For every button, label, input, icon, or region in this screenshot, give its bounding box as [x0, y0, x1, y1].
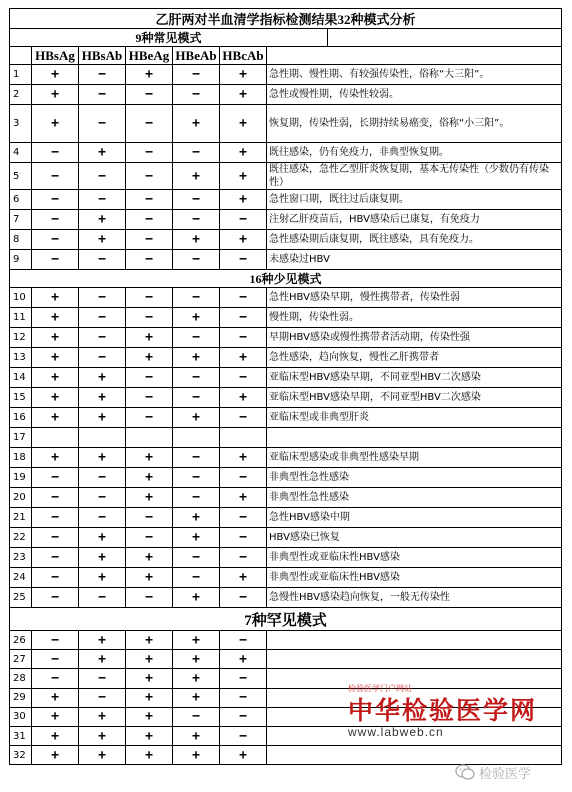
marker-cell: − [32, 548, 79, 568]
pattern-row-3 [10, 105, 562, 143]
marker-cell: + [173, 669, 220, 688]
row-description: 慢性期，传染性弱。 [267, 308, 562, 328]
marker-cell: + [173, 508, 220, 528]
marker-cell: + [126, 65, 173, 85]
marker-cell: + [220, 388, 267, 408]
marker-cell: + [126, 548, 173, 568]
row-description: 非典型性急性感染 [267, 468, 562, 488]
row-number: 3 [10, 105, 32, 143]
marker-cell: + [173, 230, 220, 250]
marker-cell: − [220, 468, 267, 488]
marker-cell: − [79, 163, 126, 190]
marker-cell: − [79, 348, 126, 368]
marker-cell: + [220, 650, 267, 669]
marker-cell: − [173, 65, 220, 85]
marker-cell: + [79, 568, 126, 588]
marker-cell: − [173, 250, 220, 270]
marker-cell: + [79, 548, 126, 568]
marker-cell: − [173, 568, 220, 588]
pattern-row-13 [10, 348, 562, 368]
pattern-row-27 [10, 650, 562, 669]
marker-cell: − [220, 588, 267, 608]
marker-cell: + [126, 328, 173, 348]
row-description: 急性窗口期，既往过后康复期。 [267, 190, 562, 210]
marker-cell: − [126, 368, 173, 388]
marker-cell: + [173, 726, 220, 745]
marker-cell: − [220, 726, 267, 745]
marker-cell: + [220, 568, 267, 588]
marker-cell: − [126, 105, 173, 143]
row-number: 13 [10, 348, 32, 368]
header-blank [267, 47, 562, 65]
marker-cell: − [32, 230, 79, 250]
marker-cell: + [220, 105, 267, 143]
marker-cell: − [220, 548, 267, 568]
row-description: 急慢性HBV感染趋向恢复，一般无传染性 [267, 588, 562, 608]
pattern-row-4 [10, 143, 562, 163]
row-number: 30 [10, 707, 32, 726]
pattern-row-17 [10, 428, 562, 448]
marker-cell: − [220, 528, 267, 548]
marker-cell [126, 428, 173, 448]
marker-cell: + [126, 631, 173, 650]
marker-cell: + [32, 448, 79, 468]
row-description: 亚临床型或非典型肝炎 [267, 408, 562, 428]
marker-cell: − [173, 85, 220, 105]
marker-cell: + [79, 448, 126, 468]
marker-cell: + [79, 631, 126, 650]
marker-cell: + [126, 348, 173, 368]
watermark-tagline: 检验医学门户网站 [348, 684, 412, 693]
marker-cell: + [79, 707, 126, 726]
marker-cell: − [220, 408, 267, 428]
marker-cell: + [173, 528, 220, 548]
pattern-row-14 [10, 368, 562, 388]
marker-cell: − [32, 250, 79, 270]
marker-cell: + [32, 746, 79, 765]
pattern-row-18 [10, 448, 562, 468]
marker-cell: − [126, 210, 173, 230]
row-description [267, 631, 562, 650]
marker-cell: + [79, 230, 126, 250]
marker-cell: + [173, 163, 220, 190]
column-header: HBcAb [220, 47, 267, 65]
marker-cell [220, 428, 267, 448]
marker-cell: − [126, 308, 173, 328]
marker-cell: − [32, 488, 79, 508]
marker-cell: + [32, 328, 79, 348]
marker-cell: − [79, 288, 126, 308]
watermark-url: www.labweb.cn [348, 725, 444, 739]
pattern-row-1 [10, 65, 562, 85]
pattern-row-9 [10, 250, 562, 270]
marker-cell: − [126, 163, 173, 190]
pattern-table [9, 8, 562, 765]
row-number: 14 [10, 368, 32, 388]
marker-cell: − [32, 631, 79, 650]
marker-cell: + [32, 85, 79, 105]
marker-cell [173, 428, 220, 448]
row-description: 注射乙肝疫苗后，HBV感染后已康复，有免疫力 [267, 210, 562, 230]
marker-cell: − [220, 368, 267, 388]
pattern-row-5 [10, 163, 562, 190]
pattern-row-23 [10, 548, 562, 568]
marker-cell: + [126, 468, 173, 488]
site-watermark [348, 683, 538, 743]
marker-cell: + [79, 726, 126, 745]
marker-cell: − [220, 688, 267, 707]
row-number: 32 [10, 746, 32, 765]
marker-cell: − [32, 143, 79, 163]
marker-cell: − [126, 408, 173, 428]
marker-cell: − [32, 669, 79, 688]
marker-cell: − [79, 588, 126, 608]
row-description: 未感染过HBV [267, 250, 562, 270]
pattern-row-20 [10, 488, 562, 508]
marker-cell: − [79, 669, 126, 688]
marker-cell: − [79, 85, 126, 105]
marker-cell: − [173, 288, 220, 308]
marker-cell: + [126, 669, 173, 688]
row-description: 急性或慢性期，传染性较弱。 [267, 85, 562, 105]
marker-cell: − [32, 650, 79, 669]
marker-cell: − [32, 163, 79, 190]
section-row-common [10, 29, 562, 47]
marker-cell: + [79, 528, 126, 548]
marker-cell: + [173, 688, 220, 707]
pattern-row-7 [10, 210, 562, 230]
row-description: 急性HBV感染中期 [267, 508, 562, 528]
marker-cell: − [32, 568, 79, 588]
marker-cell: + [32, 65, 79, 85]
marker-cell: + [32, 408, 79, 428]
pattern-row-21 [10, 508, 562, 528]
row-number: 10 [10, 288, 32, 308]
marker-cell: − [173, 210, 220, 230]
column-header: HBeAb [173, 47, 220, 65]
pattern-row-2 [10, 85, 562, 105]
pattern-row-22 [10, 528, 562, 548]
marker-cell: + [79, 368, 126, 388]
row-number: 5 [10, 163, 32, 190]
row-description: 恢复期，传染性弱，长期持续易癌变，俗称“小三阳”。 [267, 105, 562, 143]
row-description: 急性HBV感染早期，慢性携带者，传染性弱 [267, 288, 562, 308]
marker-cell: + [79, 746, 126, 765]
marker-cell: − [126, 230, 173, 250]
pattern-row-24 [10, 568, 562, 588]
marker-cell: + [79, 143, 126, 163]
marker-cell: − [79, 65, 126, 85]
row-number: 27 [10, 650, 32, 669]
marker-cell: + [220, 348, 267, 368]
empty-cell [328, 29, 562, 47]
marker-cell: − [126, 528, 173, 548]
marker-cell: + [126, 707, 173, 726]
table-title: 乙肝两对半血清学指标检测结果32种模式分析 [10, 9, 562, 29]
marker-cell: − [173, 368, 220, 388]
marker-cell: + [220, 163, 267, 190]
row-description: 亚临床型感染或非典型性感染早期 [267, 448, 562, 468]
wechat-account-badge [455, 762, 531, 782]
pattern-row-6 [10, 190, 562, 210]
row-number: 22 [10, 528, 32, 548]
row-number: 9 [10, 250, 32, 270]
row-description [267, 650, 562, 669]
row-number: 25 [10, 588, 32, 608]
marker-cell: + [173, 408, 220, 428]
row-number: 20 [10, 488, 32, 508]
marker-cell: + [32, 348, 79, 368]
marker-cell: + [220, 143, 267, 163]
row-number: 16 [10, 408, 32, 428]
marker-cell: − [126, 85, 173, 105]
section-row-rare [10, 608, 562, 631]
marker-cell: − [32, 210, 79, 230]
marker-cell: − [79, 190, 126, 210]
marker-cell: + [173, 348, 220, 368]
marker-cell: − [220, 631, 267, 650]
pattern-row-19 [10, 468, 562, 488]
pattern-row-11 [10, 308, 562, 328]
pattern-row-15 [10, 388, 562, 408]
marker-cell: + [126, 568, 173, 588]
section-row-uncommon [10, 270, 562, 288]
marker-cell: − [220, 308, 267, 328]
marker-cell: − [173, 143, 220, 163]
marker-cell: + [173, 105, 220, 143]
pattern-row-10 [10, 288, 562, 308]
row-number: 19 [10, 468, 32, 488]
marker-cell: − [173, 448, 220, 468]
marker-cell: + [173, 588, 220, 608]
wechat-icon [455, 764, 475, 780]
marker-cell: + [32, 726, 79, 745]
marker-cell: − [220, 707, 267, 726]
marker-cell: − [79, 328, 126, 348]
marker-cell: + [126, 746, 173, 765]
marker-cell: − [173, 488, 220, 508]
row-description: HBV感染已恢复 [267, 528, 562, 548]
pattern-row-8 [10, 230, 562, 250]
marker-cell: + [126, 650, 173, 669]
section-title-common: 9种常见模式 [10, 29, 328, 47]
marker-cell: + [173, 746, 220, 765]
marker-cell: − [79, 688, 126, 707]
marker-cell: + [220, 230, 267, 250]
marker-cell: + [79, 650, 126, 669]
row-description: 非典型性急性感染 [267, 488, 562, 508]
marker-cell: − [173, 328, 220, 348]
row-number: 7 [10, 210, 32, 230]
row-number: 28 [10, 669, 32, 688]
row-number: 29 [10, 688, 32, 707]
marker-cell: − [126, 190, 173, 210]
row-number: 23 [10, 548, 32, 568]
column-header: HBeAg [126, 47, 173, 65]
marker-cell: − [32, 508, 79, 528]
results-table [9, 8, 562, 765]
marker-cell: − [220, 669, 267, 688]
title-row [10, 9, 562, 29]
marker-cell: + [32, 368, 79, 388]
marker-cell: + [126, 488, 173, 508]
marker-cell: − [32, 588, 79, 608]
marker-cell: − [79, 105, 126, 143]
row-number: 15 [10, 388, 32, 408]
marker-cell: + [220, 65, 267, 85]
row-description: 非典型性或亚临床性HBV感染 [267, 548, 562, 568]
marker-cell: + [32, 308, 79, 328]
marker-cell: − [126, 288, 173, 308]
section-title-rare: 7种罕见模式 [10, 608, 562, 631]
row-number: 11 [10, 308, 32, 328]
marker-cell: − [79, 508, 126, 528]
marker-cell: + [173, 308, 220, 328]
marker-cell: + [32, 707, 79, 726]
header-blank [10, 47, 32, 65]
marker-cell: − [173, 707, 220, 726]
row-number: 12 [10, 328, 32, 348]
column-header: HBsAb [79, 47, 126, 65]
row-description: 急性感染，趋向恢复，慢性乙肝携带者 [267, 348, 562, 368]
marker-cell: − [173, 468, 220, 488]
marker-cell: − [79, 468, 126, 488]
row-number: 4 [10, 143, 32, 163]
row-number: 17 [10, 428, 32, 448]
pattern-row-16 [10, 408, 562, 428]
marker-cell: + [126, 688, 173, 707]
marker-cell: + [32, 388, 79, 408]
marker-cell: − [220, 250, 267, 270]
marker-cell: − [173, 548, 220, 568]
pattern-row-26 [10, 631, 562, 650]
marker-cell: − [220, 328, 267, 348]
marker-cell: + [126, 726, 173, 745]
marker-cell: − [220, 508, 267, 528]
marker-cell: − [32, 468, 79, 488]
marker-cell: − [126, 588, 173, 608]
column-header: HBsAg [32, 47, 79, 65]
row-number: 26 [10, 631, 32, 650]
marker-cell: + [79, 408, 126, 428]
marker-cell: + [220, 85, 267, 105]
row-description: 早期HBV感染或慢性携带者活动期，传染性强 [267, 328, 562, 348]
marker-cell: + [173, 650, 220, 669]
marker-cell: + [32, 105, 79, 143]
marker-cell: − [126, 388, 173, 408]
row-number: 18 [10, 448, 32, 468]
row-description [267, 428, 562, 448]
row-description: 急性期、慢性期、有较强传染性，俗称“大三阳”。 [267, 65, 562, 85]
marker-cell: + [79, 210, 126, 230]
marker-cell: − [79, 488, 126, 508]
row-number: 24 [10, 568, 32, 588]
marker-cell: + [220, 190, 267, 210]
row-description: 既往感染，仍有免疫力，非典型恢复期。 [267, 143, 562, 163]
marker-cell: − [32, 528, 79, 548]
header-row [10, 47, 562, 65]
pattern-row-12 [10, 328, 562, 348]
marker-cell: − [220, 288, 267, 308]
marker-cell: + [173, 631, 220, 650]
marker-cell [79, 428, 126, 448]
marker-cell: + [126, 448, 173, 468]
row-number: 2 [10, 85, 32, 105]
marker-cell: − [173, 190, 220, 210]
marker-cell: − [79, 308, 126, 328]
marker-cell: + [32, 288, 79, 308]
row-description: 亚临床型HBV感染早期，不同亚型HBV二次感染 [267, 368, 562, 388]
wechat-account-name: 检验医学 [479, 766, 532, 782]
marker-cell: − [79, 250, 126, 270]
row-description: 既往感染，急性乙型肝炎恢复期，基本无传染性（少数仍有传染性） [267, 163, 562, 190]
marker-cell: − [126, 250, 173, 270]
row-number: 6 [10, 190, 32, 210]
row-description: 非典型性或亚临床性HBV感染 [267, 568, 562, 588]
marker-cell: − [173, 388, 220, 408]
marker-cell: + [220, 488, 267, 508]
row-number: 1 [10, 65, 32, 85]
pattern-row-25 [10, 588, 562, 608]
marker-cell: − [126, 508, 173, 528]
marker-cell: + [79, 388, 126, 408]
watermark-logo-text: 中华检验医学网 [348, 696, 538, 725]
row-number: 21 [10, 508, 32, 528]
row-number: 31 [10, 726, 32, 745]
marker-cell: − [220, 210, 267, 230]
section-title-uncommon: 16种少见模式 [10, 270, 562, 288]
marker-cell: − [126, 143, 173, 163]
row-number: 8 [10, 230, 32, 250]
row-description: 亚临床型HBV感染早期，不同亚型HBV二次感染 [267, 388, 562, 408]
marker-cell: + [220, 746, 267, 765]
marker-cell: + [220, 448, 267, 468]
marker-cell [32, 428, 79, 448]
row-description: 急性感染期后康复期，既往感染，具有免疫力。 [267, 230, 562, 250]
marker-cell: − [32, 190, 79, 210]
marker-cell: + [32, 688, 79, 707]
